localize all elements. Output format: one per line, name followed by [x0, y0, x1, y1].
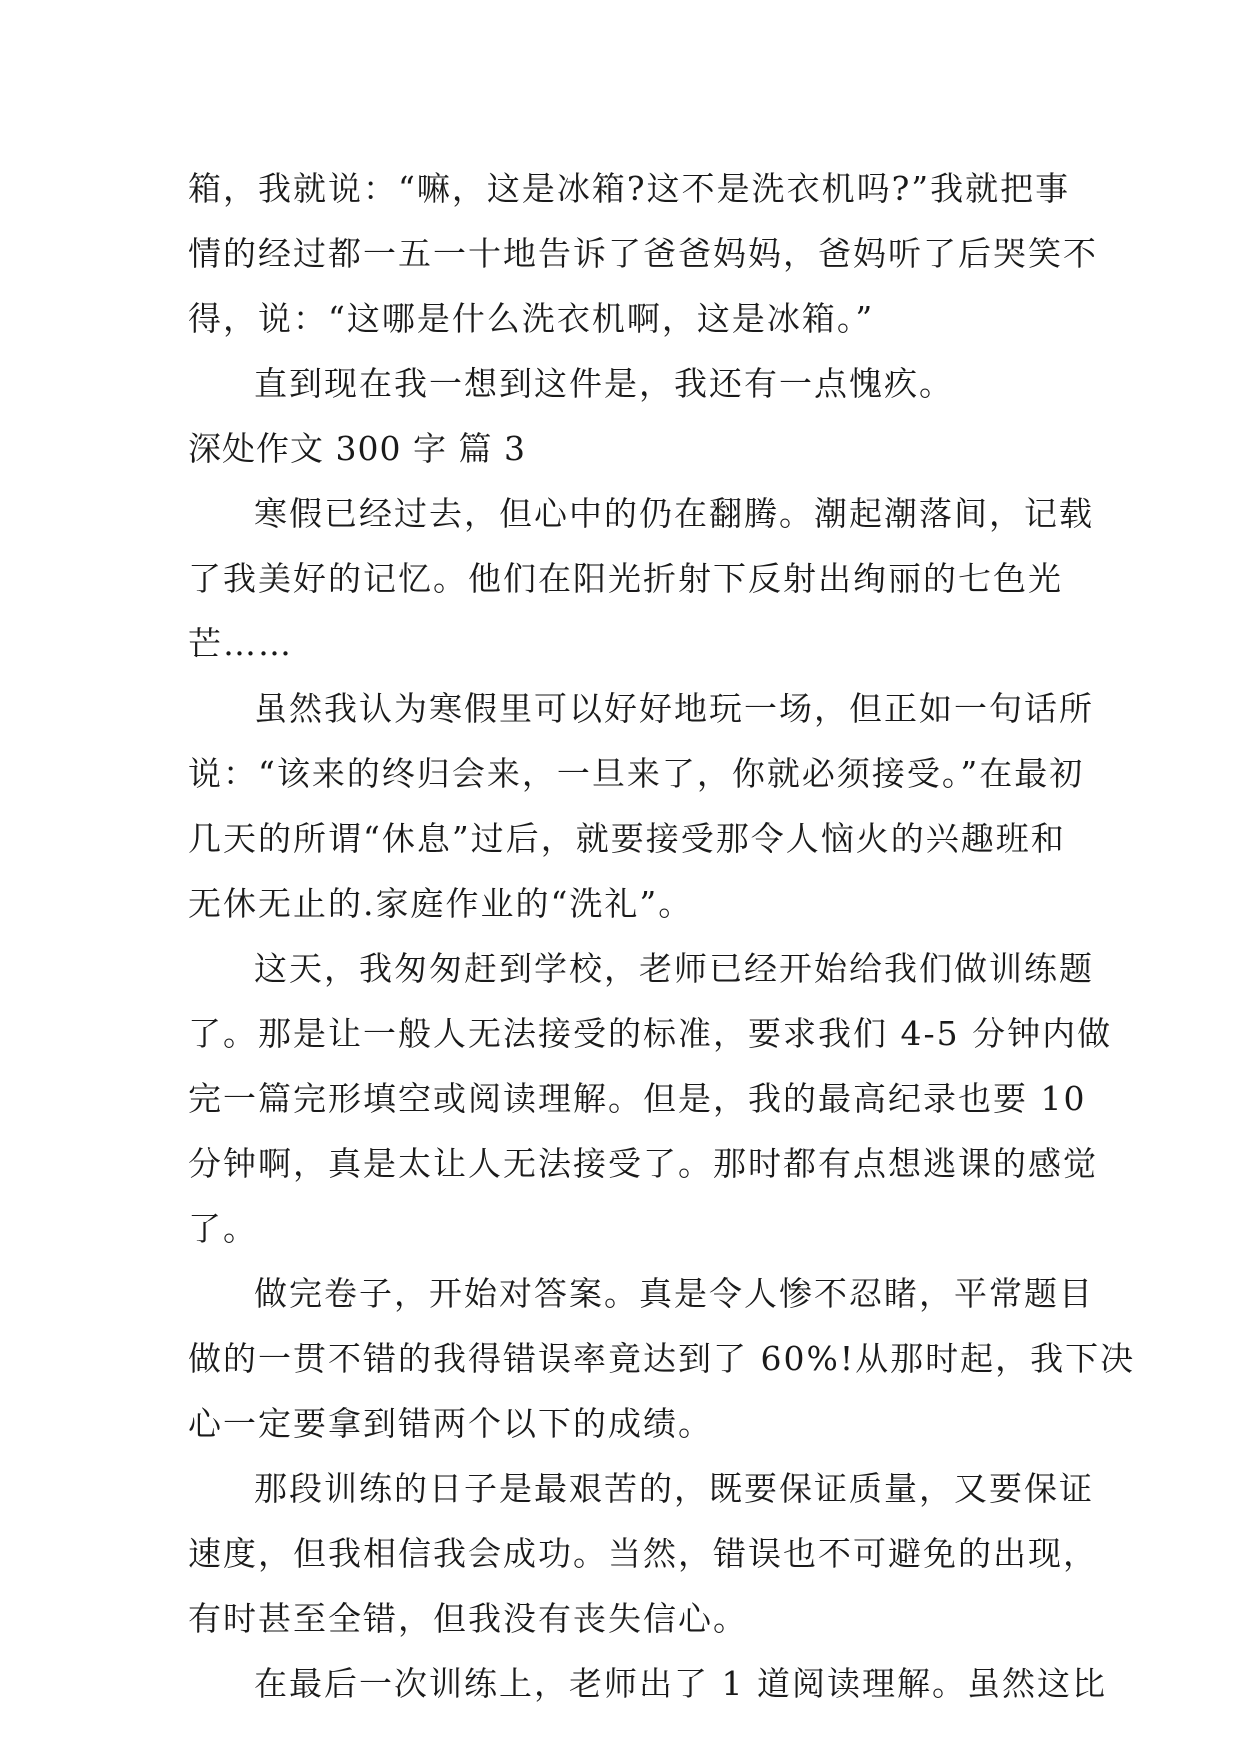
text-line: 完一篇完形填空或阅读理解。但是，我的最高纪录也要 10	[188, 1079, 1087, 1118]
text-line: 直到现在我一想到这件是，我还有一点愧疚。	[254, 364, 954, 403]
text-line: 了。	[188, 1209, 258, 1248]
text-line: 箱，我就说：“嘛，这是冰箱?这不是洗衣机吗?”我就把事	[188, 169, 1071, 208]
text-line: 有时甚至全错，但我没有丧失信心。	[188, 1599, 748, 1638]
text-line: 几天的所谓“休息”过后，就要接受那令人恼火的兴趣班和	[188, 819, 1066, 858]
text-line: 做完卷子，开始对答案。真是令人惨不忍睹，平常题目	[254, 1274, 1094, 1313]
text-line: 得，说：“这哪是什么洗衣机啊，这是冰箱。”	[188, 299, 875, 338]
section-heading: 深处作文 300 字 篇 3	[188, 429, 526, 468]
text-line: 做的一贯不错的我得错误率竟达到了 60%!从那时起，我下决	[188, 1339, 1136, 1378]
text-line: 了我美好的记忆。他们在阳光折射下反射出绚丽的七色光	[188, 559, 1063, 598]
text-line: 速度，但我相信我会成功。当然，错误也不可避免的出现，	[188, 1534, 1098, 1573]
text-line: 了。那是让一般人无法接受的标准，要求我们 4-5 分钟内做	[188, 1014, 1113, 1053]
text-line: 心一定要拿到错两个以下的成绩。	[188, 1404, 713, 1443]
text-line: 寒假已经过去，但心中的仍在翻腾。潮起潮落间，记载	[254, 494, 1094, 533]
text-line: 无休无止的.家庭作业的“洗礼”。	[188, 884, 694, 923]
text-line: 分钟啊，真是太让人无法接受了。那时都有点想逃课的感觉	[188, 1144, 1098, 1183]
text-line: 虽然我认为寒假里可以好好地玩一场，但正如一句话所	[254, 689, 1094, 728]
text-line: 情的经过都一五一十地告诉了爸爸妈妈，爸妈听了后哭笑不	[188, 234, 1098, 273]
text-line: 那段训练的日子是最艰苦的，既要保证质量，又要保证	[254, 1469, 1094, 1508]
text-line: 这天，我匆匆赶到学校，老师已经开始给我们做训练题	[254, 949, 1094, 988]
text-line: 芒……	[188, 624, 293, 663]
text-line: 在最后一次训练上，老师出了 1 道阅读理解。虽然这比	[254, 1664, 1107, 1703]
document-page	[188, 156, 1136, 1716]
text-line: 说：“该来的终归会来，一旦来了，你就必须接受。”在最初	[188, 754, 1085, 793]
